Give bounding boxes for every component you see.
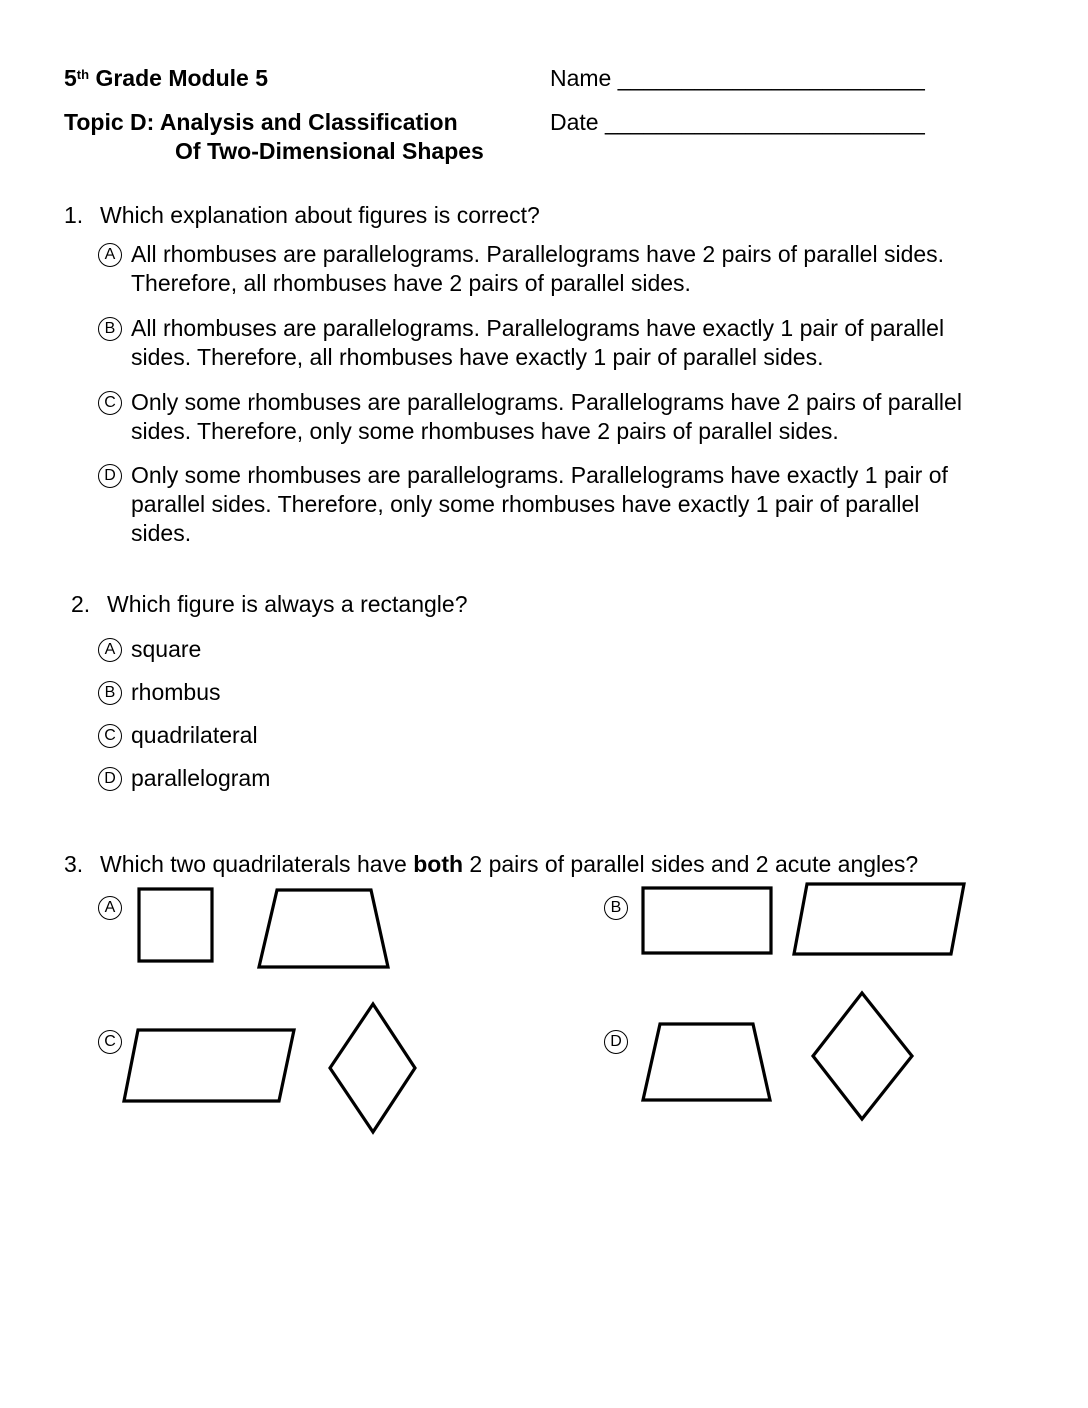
option-text: rhombus: [131, 679, 221, 705]
module-label: Grade Module 5: [95, 65, 269, 91]
option-text: square: [131, 636, 202, 662]
rhombus-shape: [330, 1004, 415, 1132]
option-text: parallelogram: [131, 765, 271, 791]
option-text: Only some rhombuses are parallelograms. Parallelograms have 2 pairs of parallel sides. Therefore, only some rhombuses have 2 pairs of parallel sides.: [131, 389, 962, 444]
question-number: 1.: [64, 202, 84, 228]
topic-line-2: Of Two-Dimensional Shapes: [175, 138, 484, 164]
question-number: 2.: [71, 591, 91, 617]
trapezoid-shape: [643, 1024, 770, 1100]
rhombus-shape: [813, 993, 912, 1119]
question-text: Which explanation about figures is correct?: [100, 202, 540, 228]
q3-option-d-bubble[interactable]: D: [604, 1030, 628, 1054]
option-bubble[interactable]: A: [98, 243, 122, 267]
date-label: Date: [550, 109, 599, 135]
question-text-bold: both: [413, 851, 464, 877]
option-text: quadrilateral: [131, 722, 258, 748]
option-bubble[interactable]: C: [98, 724, 122, 748]
option-bubble[interactable]: B: [98, 681, 122, 705]
q3-option-c-bubble[interactable]: C: [98, 1030, 122, 1054]
trapezoid-shape: [259, 890, 388, 967]
name-label: Name: [550, 65, 612, 91]
square-shape: [139, 889, 212, 961]
parallelogram-shape: [794, 884, 964, 954]
option-bubble[interactable]: D: [98, 464, 122, 488]
option-bubble[interactable]: B: [98, 317, 122, 341]
q3-option-a-bubble[interactable]: A: [98, 896, 122, 920]
rectangle-shape: [643, 888, 771, 953]
option-bubble[interactable]: A: [98, 638, 122, 662]
question-number: 3.: [64, 851, 84, 877]
option-bubble[interactable]: C: [98, 391, 122, 415]
option-bubble[interactable]: D: [98, 767, 122, 791]
option-text: All rhombuses are parallelograms. Parallelograms have 2 pairs of parallel sides. Therefore, all rhombuses have 2 pairs of parallel sides.: [131, 241, 945, 296]
question-text-after: 2 pairs of parallel sides and 2 acute angles?: [463, 851, 919, 877]
grade-superscript: th: [76, 67, 90, 82]
parallelogram-shape: [124, 1030, 294, 1101]
topic-line-1: Topic D: Analysis and Classification: [64, 109, 458, 135]
date-blank[interactable]: _________________________: [604, 109, 925, 135]
q3-option-b-bubble[interactable]: B: [604, 896, 628, 920]
option-text: All rhombuses are parallelograms. Parallelograms have exactly 1 pair of parallel sides. Therefore, all rhombuses have exactly 1 pair of parallel sides.: [131, 315, 945, 370]
option-text: Only some rhombuses are parallelograms. Parallelograms have exactly 1 pair of parallel sides. Therefore, only some rhombuses have exactly 1 pair of parallel sides.: [131, 462, 948, 546]
name-blank[interactable]: ________________________: [617, 65, 925, 91]
question-text: Which figure is always a rectangle?: [107, 591, 468, 617]
grade-number: 5: [64, 65, 77, 91]
question-text-before: Which two quadrilaterals have: [100, 851, 414, 877]
